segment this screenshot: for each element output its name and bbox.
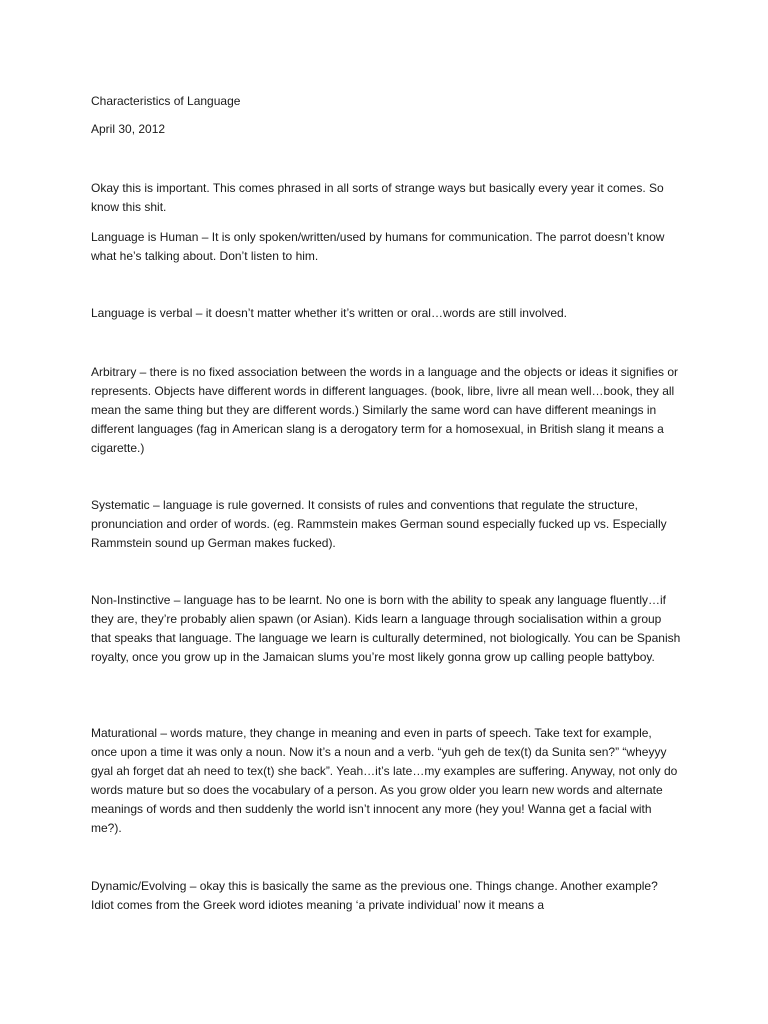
document-title: Characteristics of Language (91, 94, 241, 108)
paragraph-intro: Okay this is important. This comes phrased in all sorts of strange ways but basically every year it comes. So know this shit. (91, 181, 664, 214)
paragraph-non-instinctive: Non-Instinctive – language has to be learnt. No one is born with the ability to speak any language fluently…if they are, they’re probably alien spawn (or Asian). Kids learn a language through socialisation within a group that speaks that language. The language we learn is culturally determined, not biologically. You can be Spanish royalty, once you grow up in the Jamaican slums you’re most likely gonna grow up calling people battyboy. (91, 593, 681, 664)
paragraph-dynamic-evolving: Dynamic/Evolving – okay this is basically the same as the previous one. Things change. Another example? Idiot comes from the Greek word idiotes meaning ‘a private individual’ now it means a (91, 879, 658, 912)
paragraph-language-is-human: Language is Human – It is only spoken/written/used by humans for communication. The parrot doesn’t know what he’s talking about. Don’t listen to him. (91, 230, 665, 263)
document-date: April 30, 2012 (91, 122, 166, 136)
paragraph-maturational: Maturational – words mature, they change in meaning and even in parts of speech. Take text for example, once upon a time it was only a noun. Now it’s a noun and a verb. “yuh geh de tex(t) da Sunita sen?” “wheyyy gyal ah forget dat ah need to tex(t) she back”. Yeah…it’s late…my examples are suffering. Anyway, not only do words mature but so does the vocabulary of a person. As you grow older you learn new words and alternate meanings of words and then suddenly the world isn’t innocent any more (hey you! Wanna get a facial with me?). (91, 726, 678, 835)
paragraph-systematic: Systematic – language is rule governed. It consists of rules and conventions that regulate the structure, pronunciation and order of words. (eg. Rammstein makes German sound especially fucked up vs. Especially Rammstein sound up German makes fucked). (91, 498, 667, 550)
paragraph-language-is-verbal: Language is verbal – it doesn’t matter whether it’s written or oral…words are still involved. (91, 306, 568, 320)
paragraph-arbitrary: Arbitrary – there is no fixed association between the words in a language and the objects or ideas it signifies or represents. Objects have different words in different languages. (book, libre, livre all mean well…book, they all mean the same thing but they are different words.) Similarly the same word can have different meanings in different languages (fag in American slang is a derogatory term for a homosexual, in British slang it means a cigarette.) (91, 365, 679, 455)
